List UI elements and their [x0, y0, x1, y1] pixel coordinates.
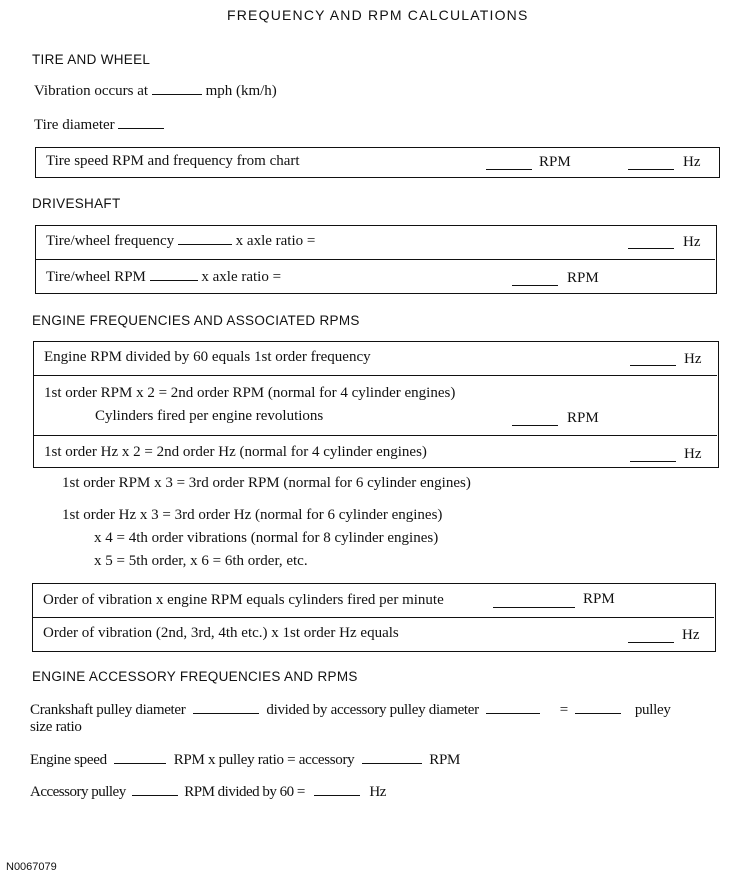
accessory-diameter-blank[interactable]	[486, 701, 540, 714]
driveshaft-freq-op: x axle ratio =	[235, 233, 316, 249]
cylinders-fired-label: Order of vibration x engine RPM equals cylinders fired per minute	[43, 592, 444, 608]
tire-diameter-line	[34, 116, 164, 134]
engine-row2b-label: Cylinders fired per engine revolutions	[95, 408, 324, 424]
engine-row3-blank[interactable]	[630, 449, 676, 462]
tire-diameter-blank[interactable]	[118, 116, 164, 129]
driveshaft-freq-label: Tire/wheel frequency	[46, 233, 175, 249]
engine-line-4th: x 4 = 4th order vibrations (normal for 8 cylinder engines)	[94, 530, 439, 546]
accessory-pulley-label-2: Accessory pulley	[30, 784, 126, 800]
crankshaft-label: Crankshaft pulley diameter	[30, 702, 186, 718]
pulley-ratio-label: RPM x pulley ratio = accessory	[173, 752, 355, 768]
driveshaft-rpm-result-blank[interactable]	[512, 273, 558, 286]
engine-line-3rd-rpm: 1st order RPM x 3 = 3rd order RPM (normal for 6 cylinder engines)	[62, 475, 471, 491]
driveshaft-freq-line	[46, 232, 315, 250]
engine-row1-label: Engine RPM divided by 60 equals 1st order frequency	[44, 349, 371, 365]
engine-speed-blank[interactable]	[114, 751, 166, 764]
accessory-pulley-blank[interactable]	[132, 783, 178, 796]
engine-row2a-label: 1st order RPM x 2 = 2nd order RPM (normal for 4 cylinder engines)	[44, 385, 456, 401]
engine-speed-line	[30, 751, 460, 769]
figure-code: N0067079	[6, 861, 57, 873]
driveshaft-freq-blank[interactable]	[178, 232, 232, 245]
crankshaft-line	[30, 701, 671, 719]
tire-rpm-unit: RPM	[539, 154, 571, 170]
tire-speed-box	[35, 147, 720, 178]
driveshaft-rpm-unit: RPM	[567, 270, 599, 286]
engine-speed-label: Engine speed	[30, 752, 107, 768]
crankshaft-blank[interactable]	[193, 701, 259, 714]
tire-rpm-blank[interactable]	[486, 157, 532, 170]
equals-sign: =	[559, 702, 568, 718]
engine-line-3rd-hz: 1st order Hz x 3 = 3rd order Hz (normal for 6 cylinder engines)	[62, 507, 443, 523]
accessory-rpm-blank[interactable]	[362, 751, 422, 764]
engine-row1-blank[interactable]	[630, 353, 676, 366]
engine-divider-1	[34, 375, 717, 376]
accessory-hz-unit: Hz	[369, 784, 386, 800]
engine-box-2	[32, 583, 716, 652]
pulley-ratio-blank[interactable]	[575, 701, 621, 714]
order-hz-label: Order of vibration (2nd, 3rd, 4th etc.) x 1st order Hz equals	[43, 625, 399, 641]
tire-hz-blank[interactable]	[628, 157, 674, 170]
engine-row1-hz: Hz	[684, 351, 702, 367]
driveshaft-rpm-line	[46, 268, 281, 286]
engine-row3-label: 1st order Hz x 2 = 2nd order Hz (normal for 4 cylinder engines)	[44, 444, 427, 460]
accessory-hz-blank[interactable]	[314, 783, 360, 796]
order-hz-unit: Hz	[682, 627, 700, 643]
page-title: FREQUENCY AND RPM CALCULATIONS	[227, 7, 529, 23]
driveshaft-divider	[36, 259, 715, 260]
vibration-line	[34, 82, 277, 100]
pulley-label: pulley	[634, 702, 671, 718]
accessory-pulley-line	[30, 783, 386, 801]
size-ratio-label: size ratio	[30, 719, 82, 735]
engine-divider-2	[34, 435, 717, 436]
engine-box-1	[33, 341, 719, 468]
accessory-rpm-unit: RPM	[429, 752, 461, 768]
section-heading-driveshaft: DRIVESHAFT	[32, 196, 121, 211]
section-heading-engine: ENGINE FREQUENCIES AND ASSOCIATED RPMS	[32, 313, 360, 328]
engine-row2-rpm: RPM	[567, 410, 599, 426]
section-heading-accessory: ENGINE ACCESSORY FREQUENCIES AND RPMS	[32, 669, 358, 684]
section-heading-tire-wheel: TIRE AND WHEEL	[32, 52, 151, 67]
order-hz-blank[interactable]	[628, 630, 674, 643]
driveshaft-hz-unit: Hz	[683, 234, 701, 250]
cylinders-fired-rpm: RPM	[583, 591, 615, 607]
tire-speed-label: Tire speed RPM and frequency from chart	[46, 153, 300, 169]
engine-row3-hz: Hz	[684, 446, 702, 462]
driveshaft-rpm-op: x axle ratio =	[201, 269, 282, 285]
driveshaft-box	[35, 225, 717, 294]
engine-row2-blank[interactable]	[512, 413, 558, 426]
accessory-pulley-label: divided by accessory pulley diameter	[266, 702, 479, 718]
engine-box2-divider	[33, 617, 714, 618]
driveshaft-rpm-label: Tire/wheel RPM	[46, 269, 146, 285]
driveshaft-hz-blank[interactable]	[628, 236, 674, 249]
vibration-unit: mph (km/h)	[205, 83, 277, 99]
vibration-blank[interactable]	[152, 82, 202, 95]
vibration-label: Vibration occurs at	[34, 83, 149, 99]
engine-line-5th-6th: x 5 = 5th order, x 6 = 6th order, etc.	[94, 553, 308, 569]
tire-diameter-label: Tire diameter	[34, 117, 115, 133]
driveshaft-rpm-blank[interactable]	[150, 268, 198, 281]
tire-hz-unit: Hz	[683, 154, 701, 170]
cylinders-fired-blank[interactable]	[493, 595, 575, 608]
divided-60-label: RPM divided by 60 =	[184, 784, 305, 800]
